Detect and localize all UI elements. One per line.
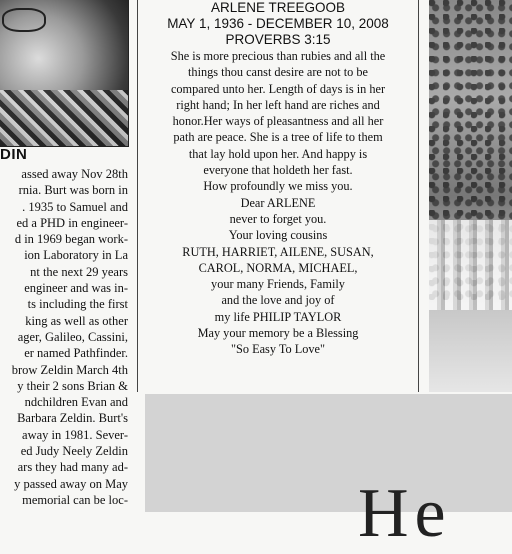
text-line: CAROL, NORMA, MICHAEL,: [198, 260, 358, 275]
text-line: y passed away on May: [14, 476, 128, 491]
treegoob-obituary: [138, 0, 418, 358]
left-obituary-column: [0, 0, 136, 512]
text-line: "So Easy To Love": [231, 342, 325, 357]
plaid-shirt-shape: [0, 90, 128, 146]
left-obituary-text: [0, 166, 128, 508]
figures-texture: [429, 220, 512, 310]
text-line: memorial can be loc-: [22, 492, 128, 507]
text-line: away in 1981. Sever-: [22, 427, 128, 442]
text-line: brow Zeldin March 4th: [11, 362, 128, 377]
text-line: Barbara Zeldin. Burt's: [17, 411, 128, 426]
text-line: compared unto her. Length of days is in her: [170, 81, 386, 96]
text-line: king as well as other: [25, 313, 128, 328]
text-line: and the love and joy of: [221, 293, 335, 308]
text-line: engineer and was in-: [24, 281, 128, 296]
column-divider-right: [418, 0, 419, 392]
text-line: . 1935 to Samuel and: [22, 199, 128, 214]
text-line: assed away Nov 28th: [21, 167, 128, 181]
text-line: path are peace. She is a tree of life to them: [173, 130, 383, 145]
text-line: y their 2 sons Brian &: [17, 378, 128, 393]
obituary-name: ARLENE TREEGOOB: [210, 0, 346, 16]
text-line: How profoundly we miss you.: [203, 179, 353, 194]
text-line: ed a PHD in engineer-: [16, 215, 128, 230]
text-line: She is more precious than rubies and all the: [170, 49, 386, 63]
advert-headline: He: [358, 475, 452, 552]
text-line: never to forget you.: [229, 211, 327, 226]
text-line: things thou canst desire are not to be: [188, 65, 368, 80]
text-line: ion Laboratory in La: [24, 248, 128, 263]
text-line: ts including the first: [27, 297, 128, 312]
crowd-photo: [429, 0, 512, 392]
obituary-dates: MAY 1, 1936 - DECEMBER 10, 2008: [167, 15, 389, 32]
text-line: Dear ARLENE: [240, 195, 316, 210]
text-line: your many Friends, Family: [211, 277, 345, 292]
text-line: everyone that holdeth her fast.: [203, 163, 353, 178]
obituary-body: [138, 48, 418, 358]
text-line: my life PHILIP TAYLOR: [214, 309, 342, 324]
text-line: ndchildren Evan and: [24, 395, 128, 410]
glasses-shape: [2, 8, 46, 32]
text-line: RUTH, HARRIET, AILENE, SUSAN,: [182, 244, 374, 259]
text-line: er named Pathfinder.: [24, 346, 128, 361]
text-line: ars they had many ad-: [17, 460, 128, 475]
obituary-verse-ref: PROVERBS 3:15: [225, 31, 331, 48]
text-line: that lay hold upon her. And happy is: [188, 146, 368, 161]
text-line: ager, Galileo, Cassini,: [17, 329, 128, 344]
advert-block: [145, 394, 512, 512]
text-line: Your loving cousins: [228, 228, 328, 243]
text-line: right hand; In her left hand are riches and: [176, 97, 380, 112]
left-obituary-name: DIN: [0, 146, 28, 163]
text-line: rnia. Burt was born in: [18, 183, 128, 198]
text-line: d in 1969 began work-: [14, 232, 128, 247]
portrait-photo: [0, 0, 129, 147]
text-line: honor.Her ways of pleasantness and all her: [172, 114, 384, 129]
text-line: May your memory be a Blessing: [197, 326, 359, 341]
text-line: nt the next 29 years: [30, 264, 128, 279]
text-line: ed Judy Neely Zeldin: [20, 444, 128, 459]
